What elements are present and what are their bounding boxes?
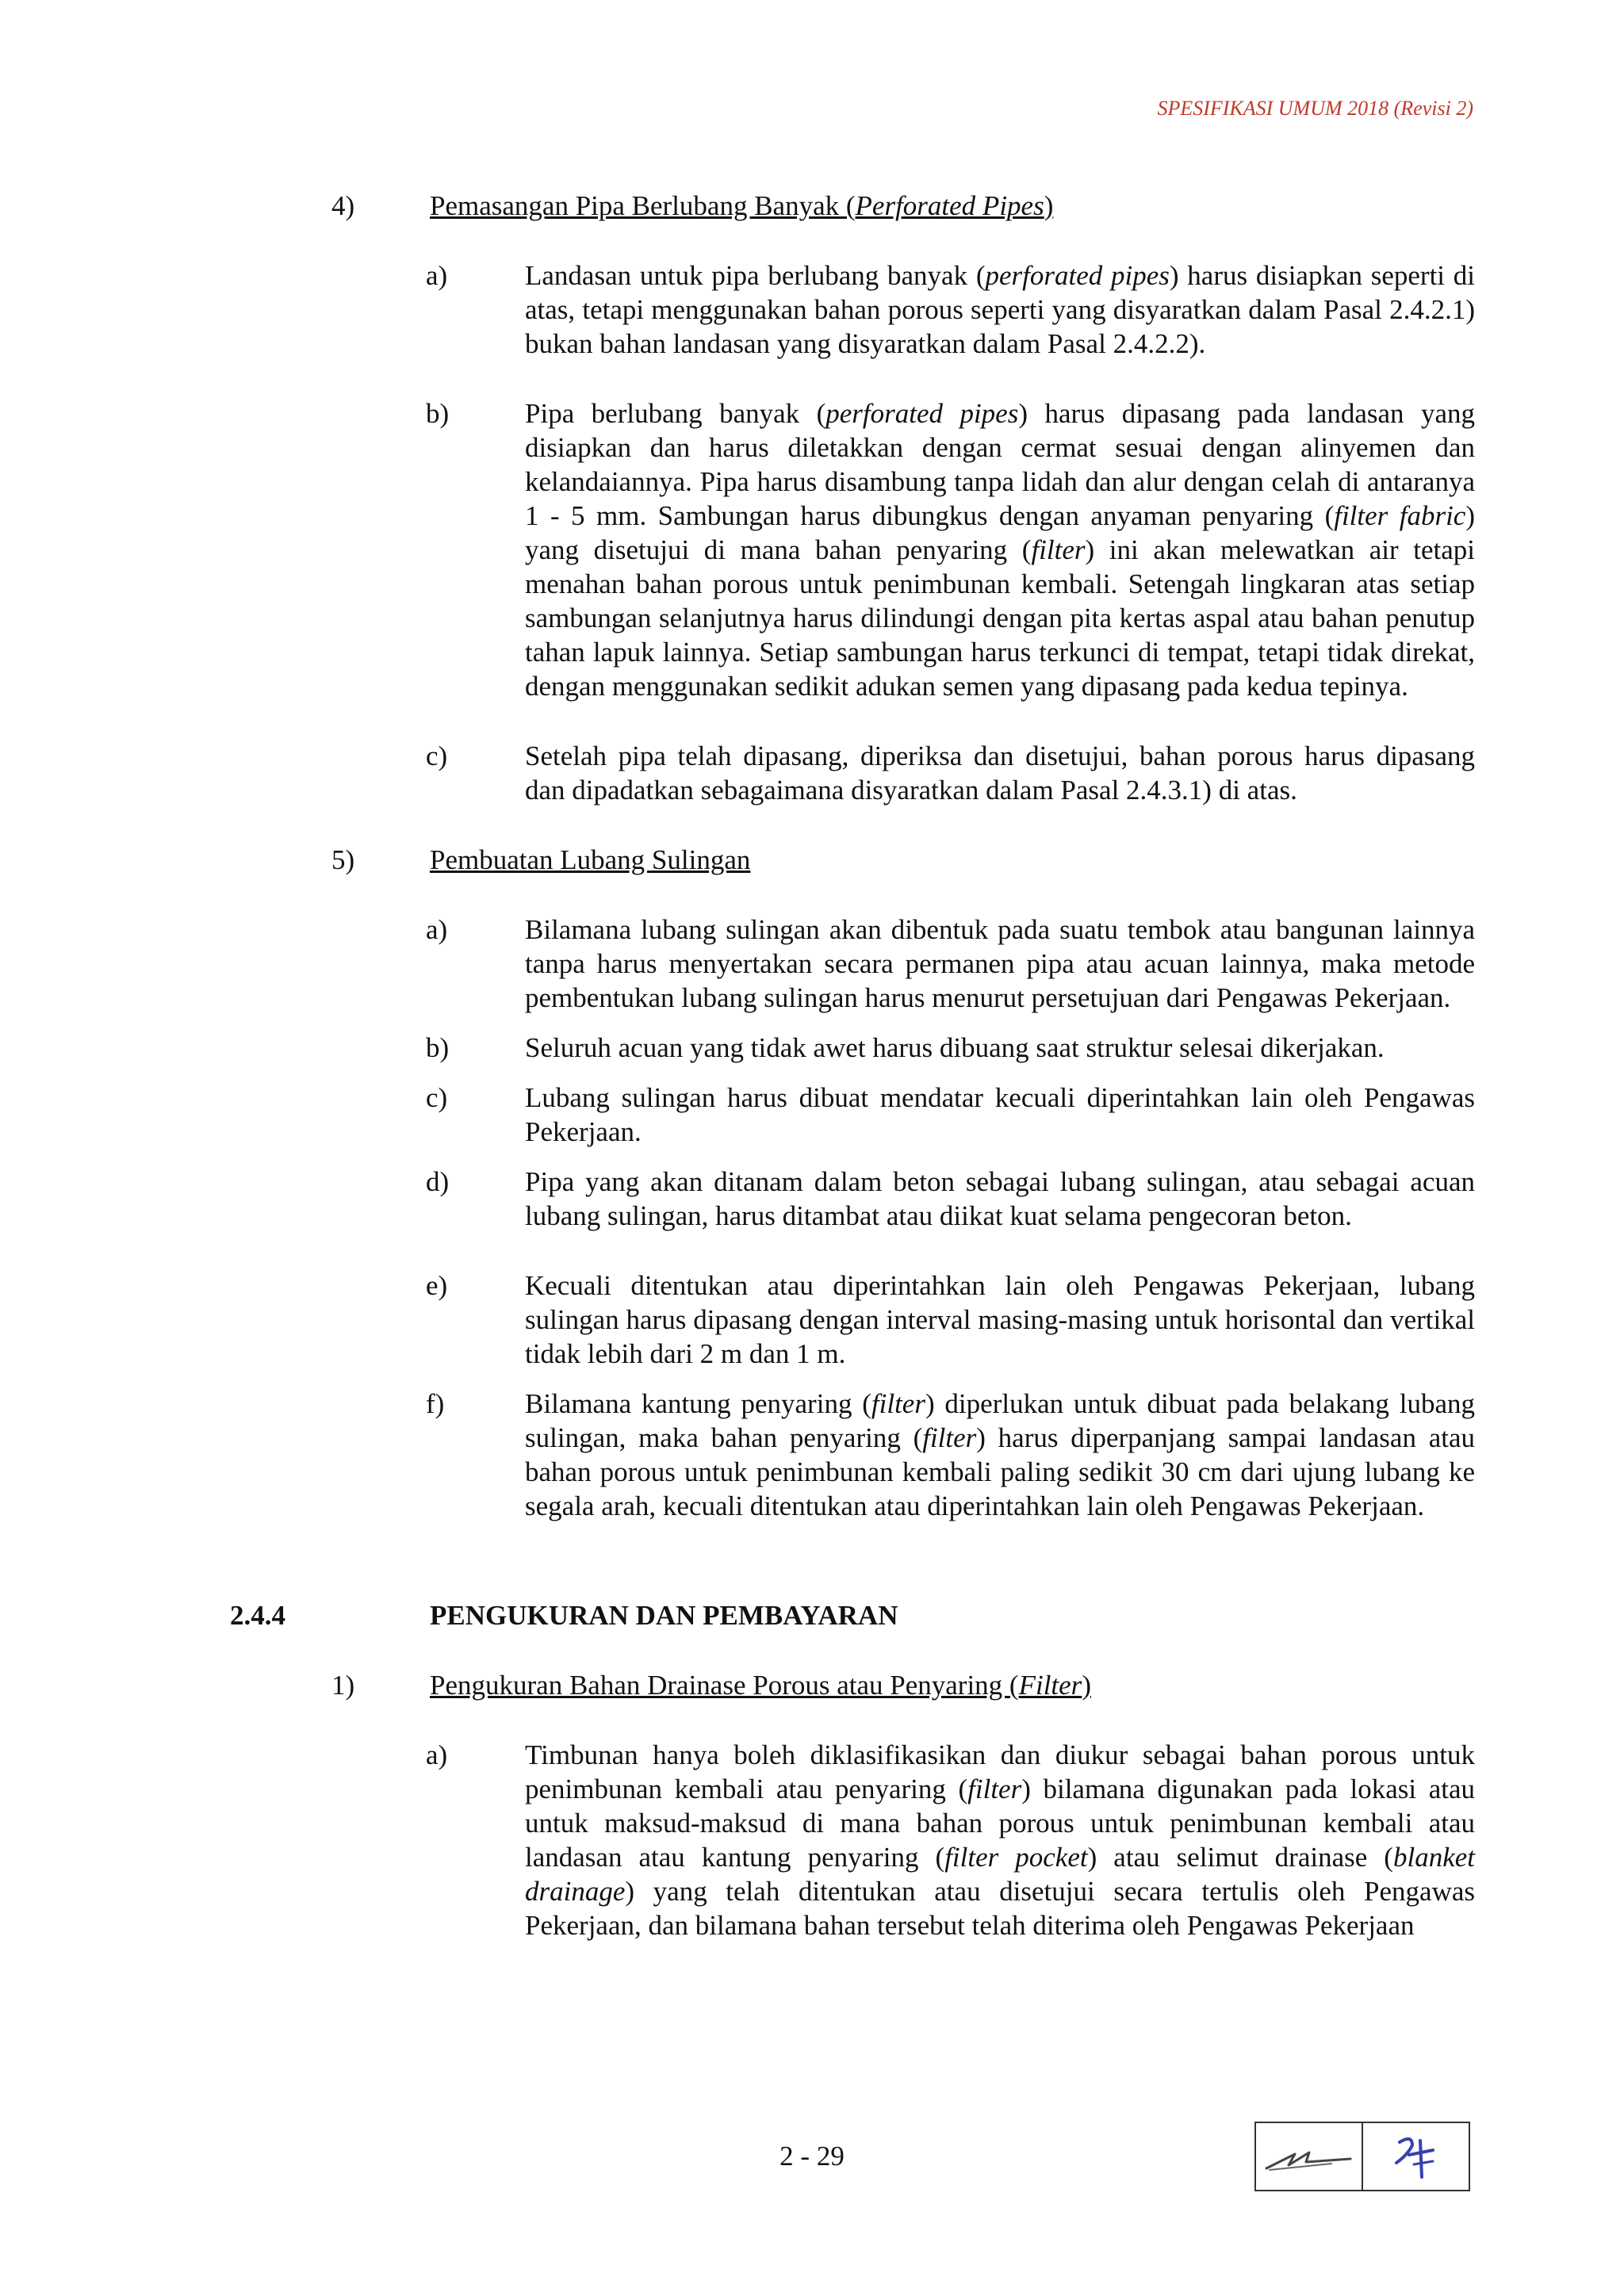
list-item	[426, 1738, 1475, 1942]
section-number: 2.4.4	[230, 1600, 285, 1631]
text-run: ) harus disiapkan seperti di atas, tetapi menggunakan bahan porous seperti yang disyaratkan dalam Pasal 2.4.2.1) bukan bahan landasan yang disyaratkan dalam Pasal 2.4.2.2).	[525, 260, 1475, 359]
item-text	[525, 396, 1475, 703]
italic-run: blanket drainage	[525, 1842, 1475, 1907]
list-item	[426, 1269, 1475, 1371]
item-text	[525, 258, 1475, 361]
list-item	[426, 1081, 1475, 1149]
text-run: Kecuali ditentukan atau diperintahkan lain oleh Pengawas Pekerjaan, lubang sulingan harus dipasang dengan interval masing-masing untuk horisontal dan vertikal tidak lebih dari 2 m dan 1 m.	[525, 1270, 1475, 1369]
section-number: 4)	[331, 190, 355, 221]
list-item	[426, 913, 1475, 1015]
text-run: Pemasangan Pipa Berlubang Banyak (	[430, 190, 856, 221]
item-text	[525, 1738, 1475, 1942]
item-text	[525, 1081, 1475, 1149]
text-run: Timbunan hanya boleh diklasifikasikan dan diukur sebagai bahan porous untuk penimbunan kembali atau penyaring (	[525, 1739, 1475, 1804]
subsection-1-heading	[331, 1668, 1475, 1702]
item-label: c)	[426, 1082, 448, 1113]
item-label: d)	[426, 1166, 450, 1197]
item-label: b)	[426, 398, 450, 429]
text-run: )	[1082, 1670, 1091, 1701]
text-run: Pipa berlubang banyak (	[525, 398, 826, 429]
text-run: ) yang disetujui di mana bahan penyaring (	[525, 500, 1475, 565]
item-text	[525, 1031, 1475, 1065]
section-heading	[430, 843, 750, 877]
header-title: SPESIFIKASI UMUM 2018 (Revisi 2)	[1157, 97, 1473, 120]
item-label: f)	[426, 1388, 445, 1419]
text-run: ) atau selimut drainase (	[1087, 1842, 1393, 1873]
italic-run: filter	[871, 1388, 925, 1419]
item-text	[525, 739, 1475, 807]
text-run: ) diperlukan untuk dibuat pada belakang lubang sulingan, maka bahan penyaring (	[525, 1388, 1475, 1453]
italic-run: perforated pipes	[825, 398, 1019, 429]
text-run: Lubang sulingan harus dibuat mendatar kecuali diperintahkan lain oleh Pengawas Pekerjaan.	[525, 1082, 1475, 1147]
list-item	[426, 1165, 1475, 1233]
initials-cell	[1362, 2123, 1469, 2190]
text-run: Pipa yang akan ditanam dalam beton sebagai lubang sulingan, atau sebagai acuan lubang sulingan, harus ditambat atau diikat kuat selama pengecoran beton.	[525, 1166, 1475, 1231]
page-number: 2 - 29	[779, 2141, 845, 2172]
italic-run: Filter	[1018, 1670, 1082, 1701]
item-label: a)	[426, 1739, 448, 1770]
text-run: Bilamana kantung penyaring (	[525, 1388, 871, 1419]
item-label: c)	[426, 740, 448, 771]
item-text	[525, 913, 1475, 1015]
text-run: ) yang telah ditentukan atau disetujui secara tertulis oleh Pengawas Pekerjaan, dan bilamana bahan tersebut telah diterima oleh Pengawas Pekerjaan	[525, 1876, 1475, 1941]
signature-box	[1254, 2122, 1470, 2191]
item-text	[525, 1269, 1475, 1371]
text-run: Pembuatan Lubang Sulingan	[430, 844, 751, 875]
italic-run: filter	[967, 1774, 1022, 1804]
text-run: ) bilamana digunakan pada lokasi atau untuk maksud-maksud di mana bahan porous untuk penimbunan kembali atau landasan atau kantung penyaring (	[525, 1774, 1475, 1873]
list-item	[426, 739, 1475, 807]
section-heading	[430, 1668, 1091, 1702]
section-heading	[430, 189, 1053, 223]
list-item	[426, 1031, 1475, 1065]
list-item	[426, 1387, 1475, 1523]
italic-run: perforated pipes	[985, 260, 1170, 291]
italic-run: filter pocket	[944, 1842, 1088, 1873]
item-label: a)	[426, 260, 448, 291]
list-item	[426, 258, 1475, 361]
text-run: ) ini akan melewatkan air tetapi menahan bahan porous untuk penimbunan kembali. Setengah lingkaran atas setiap sambungan selanjutnya harus dilindungi dengan pita kertas aspal atau bahan penutup tahan lapuk lainnya. Setiap sambungan harus terkunci di tempat, tetapi tidak direkat, dengan menggunakan sedikit adukan semen yang dipasang pada kedua tepinya.	[525, 534, 1475, 702]
section-2-4-4-heading	[230, 1598, 1475, 1632]
italic-run: filter	[1031, 534, 1086, 565]
text-run: ) harus diperpanjang sampai landasan atau bahan porous untuk penimbunan kembali paling sedikit 30 cm dari ujung lubang ke segala arah, kecuali ditentukan atau diperintahkan lain oleh Pengawas Pekerjaan.	[525, 1422, 1475, 1521]
section-title: PENGUKURAN DAN PEMBAYARAN	[430, 1600, 898, 1631]
text-run: Bilamana lubang sulingan akan dibentuk pada suatu tembok atau bangunan lainnya tanpa harus menyertakan secara permanen pipa atau acuan lainnya, maka metode pembentukan lubang sulingan harus menurut persetujuan dari Pengawas Pekerjaan.	[525, 914, 1475, 1013]
text-run: Landasan untuk pipa berlubang banyak (	[525, 260, 986, 291]
item-text	[525, 1387, 1475, 1523]
section-4-heading	[331, 189, 1475, 223]
signature-icon	[1262, 2137, 1357, 2176]
signature-cell	[1256, 2123, 1362, 2190]
page-content	[230, 189, 1475, 1942]
section-number: 1)	[331, 1670, 355, 1701]
text-run: Setelah pipa telah dipasang, diperiksa dan disetujui, bahan porous harus dipasang dan dipadatkan sebagaimana disyaratkan dalam Pasal 2.4.3.1) di atas.	[525, 740, 1475, 806]
list-item	[426, 396, 1475, 703]
text-run: ) harus dipasang pada landasan yang disiapkan dan harus diletakkan dengan cermat sesuai dengan alinyemen dan kelandaiannya. Pipa harus disambung tanpa lidah dan alur dengan celah di antaranya 1 - 5 mm. Sambungan harus dibungkus dengan anyaman penyaring (	[525, 398, 1476, 531]
item-label: a)	[426, 914, 448, 945]
item-text	[525, 1165, 1475, 1233]
italic-run: filter fabric	[1334, 500, 1466, 531]
item-label: e)	[426, 1270, 448, 1301]
section-5-heading	[331, 843, 1475, 877]
text-run: )	[1044, 190, 1054, 221]
text-run: Seluruh acuan yang tidak awet harus dibuang saat struktur selesai dikerjakan.	[525, 1032, 1385, 1063]
initials-icon	[1388, 2131, 1444, 2182]
italic-run: filter	[922, 1422, 977, 1453]
item-label: b)	[426, 1032, 450, 1063]
text-run: Pengukuran Bahan Drainase Porous atau Penyaring (	[430, 1670, 1019, 1701]
italic-run: Perforated Pipes	[855, 190, 1044, 221]
section-number: 5)	[331, 844, 355, 875]
